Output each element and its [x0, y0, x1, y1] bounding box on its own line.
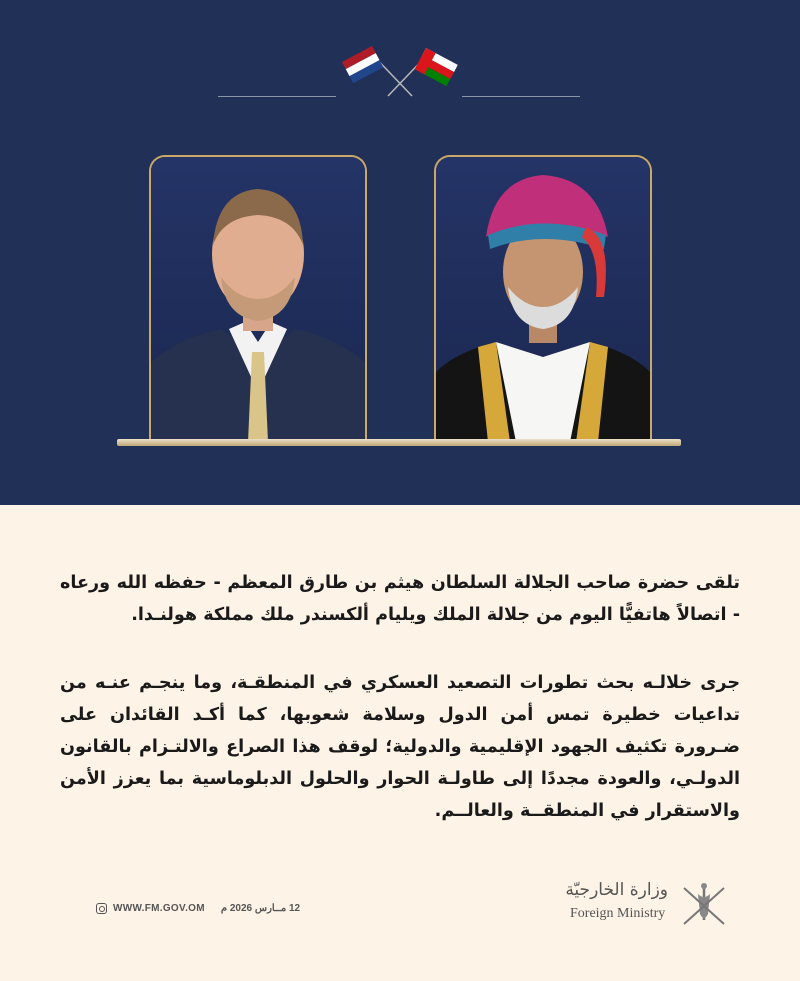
header-rule-left — [218, 96, 336, 97]
oman-flag — [388, 48, 458, 96]
logo-english-text: Foreign Ministry — [570, 906, 666, 921]
portrait-sultan-haitham — [434, 155, 652, 442]
publish-date: 12 مــارس 2026 م — [220, 902, 301, 914]
portrait-king-willem-alexander — [149, 155, 367, 442]
crossed-flags — [330, 40, 470, 110]
logo-arabic-text: وزارة الخارجيّة — [565, 880, 668, 900]
foreign-ministry-logo — [565, 880, 730, 930]
article-paragraph-2: جرى خلالـه بحث تطورات التصعيد العسكري في المنطقـة، وما ينجـم عنـه من تداعيات خطيرة تمس أمن الدول وسلامة شعوبها، كما أكـد القائدان على ضـرورة تكثيف الجهود الإقليمية والدولية؛ لوقف هذا الصراع والالتـزام بالقانون الدولـي، والعودة مجددًا إلى طاولـة الحوار والحلول الدبلوماسية بما يعزز الأمن والاستقرار في المنطقــة والعالــم. — [60, 673, 740, 821]
footer-info — [96, 898, 300, 918]
header-rule-right — [462, 96, 580, 97]
portrait-base-shelf — [117, 439, 681, 446]
khanjar-emblem-icon — [678, 880, 730, 928]
instagram-icon — [96, 903, 107, 914]
website-link[interactable]: WWW.FM.GOV.OM — [113, 902, 205, 914]
article-paragraph-1: تلقى حضرة صاحب الجلالة السلطان هيثم بن طارق المعظم - حفظه الله ورعاه - اتصالاً هاتفيًّا اليوم من جلالة الملك ويليام ألكسندر ملك مملكة هولنـدا. — [60, 573, 740, 625]
netherlands-flag — [342, 46, 412, 96]
